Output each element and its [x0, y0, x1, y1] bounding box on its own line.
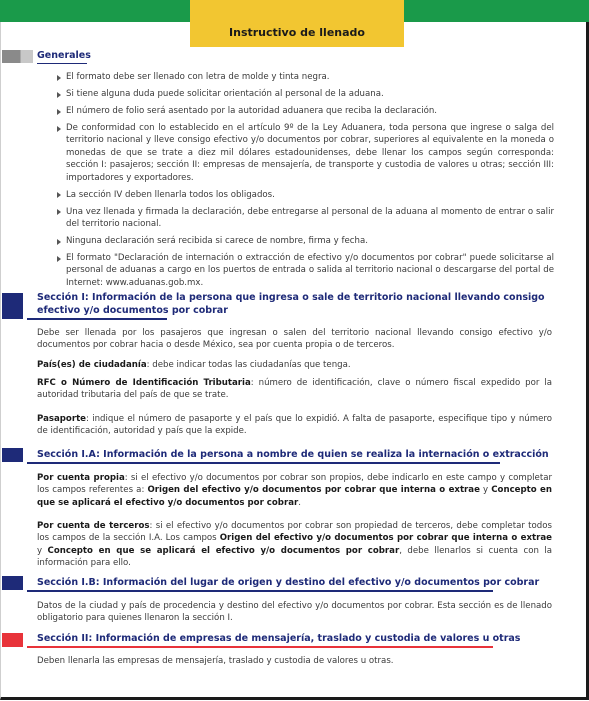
seccion1b-underline: [27, 590, 493, 592]
terceros-paragraph: [37, 520, 552, 570]
pais-label: País(es) de ciudadanía: [37, 360, 147, 370]
pais-text: : debe indicar todas las ciudadanías que tenga.: [146, 360, 351, 370]
propia-field-origen: Origen del efectivo y/o documentos por cobrar que interna o extrae: [147, 485, 480, 496]
propia-text: : si el efectivo y/o documentos por cobrar son propios, debe indicarlo en este campo y completar los campos referentes a:: [37, 473, 553, 496]
header-green-band-left: [0, 0, 190, 22]
seccion1a-marker: [2, 448, 23, 462]
pais-paragraph: [37, 359, 552, 371]
rfc-text: : número de identificación, clave o número fiscal expedido por la autoridad tributaria del país de que se trate.: [37, 378, 553, 401]
generales-underline: [37, 63, 87, 64]
seccion2-text: Deben llenarla las empresas de mensajería, traslado y custodia de valores u otras.: [37, 656, 394, 666]
seccion1-marker: [2, 293, 23, 319]
rfc-paragraph: [37, 377, 552, 402]
propia-field-concepto: Concepto en que se aplicará el efectivo y/o documentos por cobrar: [37, 485, 552, 508]
list-item: La sección IV deben llenarla todos los obligados.: [56, 189, 554, 201]
list-item: El formato debe ser llenado con letra de molde y tinta negra.: [56, 71, 554, 83]
list-item: De conformidad con lo establecido en el artículo 9º de la Ley Aduanera, toda persona que ingrese o salga del territorio nacional y lleve consigo efectivo y/o documentos por cobrar, superiores al equivalente en la moneda o monedas de que se trate a diez mil dólares estadounidenses, debe llenar los campos según corresponda: sección I: pasajeros; sección II: empresas de mensajería, de transporte y custodia de valores u otras; sección III: importadores y exportadores.: [56, 122, 554, 184]
propia-text-and: y: [479, 485, 492, 496]
terceros-field-concepto: Concepto en que se aplicará el efectivo y/o documentos por cobrar: [47, 545, 400, 556]
pasaporte-paragraph: [37, 413, 552, 438]
page-title: Instructivo de llenado: [190, 0, 404, 47]
seccion1-underline: [27, 318, 167, 320]
list-item: Ninguna declaración será recibida si carece de nombre, firma y fecha.: [56, 235, 554, 247]
seccion1b-marker: [2, 576, 23, 590]
seccion2-heading: Sección II: Información de empresas de mensajería, traslado y custodia de valores u otras: [37, 633, 521, 644]
list-item: El formato "Declaración de internación o extracción de efectivo y/o documentos por cobrar" puede solicitarse al personal de aduanas a cargo en los puertos de entrada o salida al territorio nacional o descargarse del portal de Internet: www.aduanas.gob.mx.: [56, 252, 554, 289]
seccion1-heading: Sección I: Información de la persona que ingresa o sale de territorio nacional llevando consigo efectivo y/o documentos por cobrar: [37, 292, 545, 316]
propia-paragraph: [37, 472, 552, 509]
terceros-field-origen: Origen del efectivo y/o documentos por cobrar que interna o extrae: [219, 533, 552, 544]
seccion1a-underline: [27, 462, 500, 464]
seccion1b-text: Datos de la ciudad y país de procedencia y destino del efectivo y/o documentos por cobrar. Esta sección es de llenado obligatorio para quienes llenaron la sección I.: [37, 601, 552, 624]
seccion2-marker: [2, 633, 23, 647]
generales-marker: [2, 50, 33, 63]
list-item: El número de folio será asentado por la autoridad aduanera que reciba la declaración.: [56, 105, 554, 117]
list-item: Una vez llenada y firmada la declaración, debe entregarse al personal de la aduana al momento de entrar o salir del territorio nacional.: [56, 206, 554, 231]
generales-list: [56, 71, 554, 294]
seccion1b-heading: Sección I.B: Información del lugar de origen y destino del efectivo y/o documentos por cobrar: [37, 577, 540, 588]
seccion1-intro: Debe ser llenada por los pasajeros que ingresan o salen del territorio nacional llevando consigo efectivo y/o documentos por cobrar hacia o desde México, sea por cuenta propia o de terceros.: [37, 328, 552, 351]
propia-label: Por cuenta propia: [37, 473, 125, 483]
terceros-text: : si el efectivo y/o documentos por cobrar son propiedad de terceros, debe completar todos los campos de la sección I.A. Los campos: [37, 521, 552, 544]
terceros-text-end: , debe llenarlos si cuenta con la información para ello.: [37, 545, 553, 569]
list-item: Si tiene alguna duda puede solicitar orientación al personal de la aduana.: [56, 88, 554, 100]
seccion2-underline: [27, 646, 493, 648]
propia-text-end: .: [298, 497, 301, 508]
terceros-text-and: y: [37, 545, 48, 556]
pasaporte-label: Pasaporte: [37, 414, 87, 424]
terceros-label: Por cuenta de terceros: [37, 521, 150, 531]
seccion1a-heading: Sección I.A: Información de la persona a nombre de quien se realiza la internación o extracción: [37, 449, 549, 460]
rfc-label: RFC o Número de Identificación Tributaria: [37, 378, 251, 388]
header-green-band-right: [404, 0, 589, 22]
pasaporte-text: : indique el número de pasaporte y el país que lo expidió. A falta de pasaporte, especifique tipo y número de identificación, autoridad y país que la expide.: [37, 414, 552, 437]
generales-heading: Generales: [37, 50, 91, 61]
